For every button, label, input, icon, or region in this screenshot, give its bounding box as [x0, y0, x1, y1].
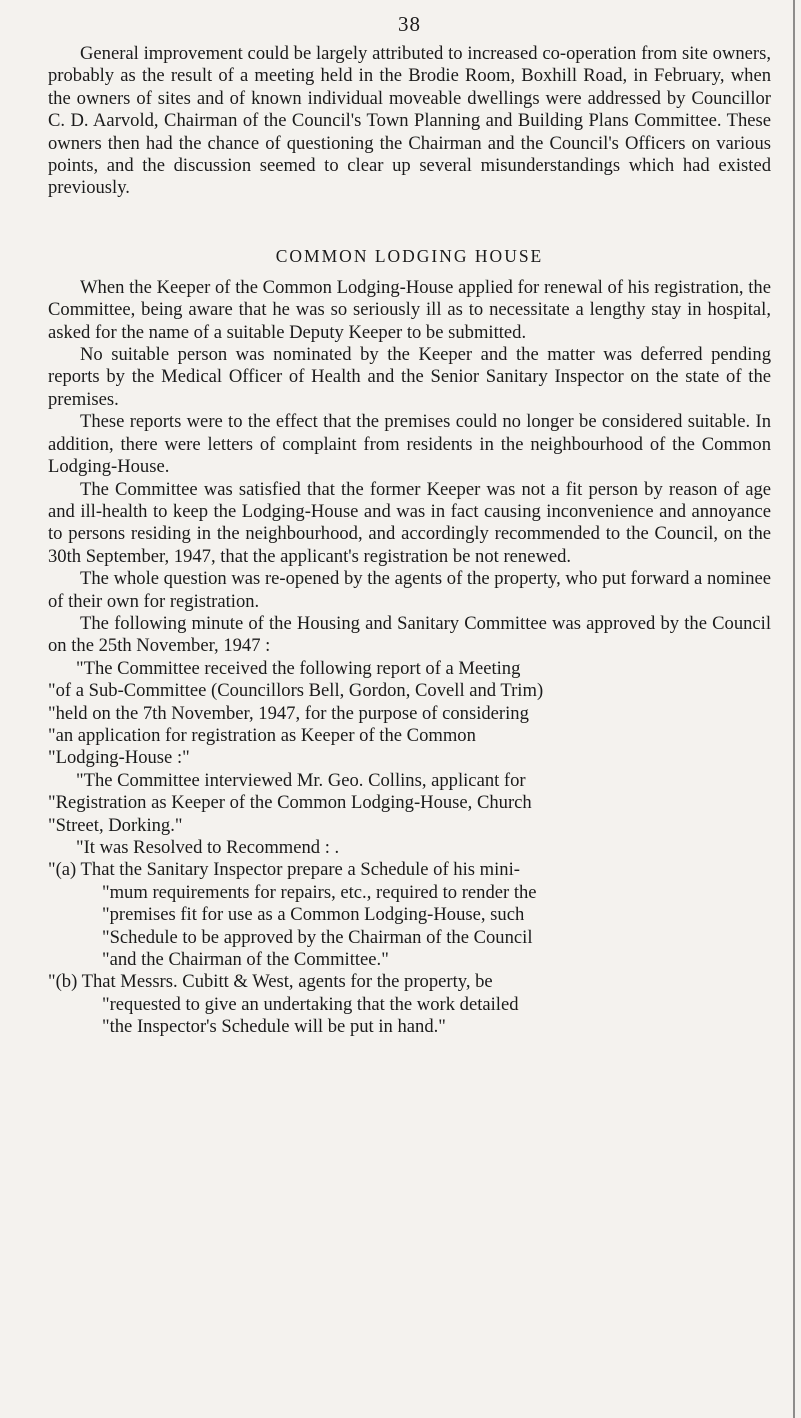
paragraph-keeper-renewal: When the Keeper of the Common Lodging-House applied for renewal of his registration, the Committee, being aware that he was so seriously ill as to necessitate a lengthy stay in hospital, asked for the name of a suitable Deputy Keeper to be submitted. — [48, 276, 771, 343]
minute-resolved: "It was Resolved to Recommend : . — [76, 837, 340, 858]
minute-line: "an application for registration as Keeper of the Common — [48, 724, 476, 746]
paragraph-reopened: The whole question was re-opened by the agents of the property, who put forward a nominee of their own for registration. — [48, 568, 771, 612]
paragraph-committee-satisfied: The Committee was satisfied that the former Keeper was not a fit person by reason of age and ill-health to keep the Lodging-House and was in fact causing inconvenience and annoyance to persons residing in the neighbourhood, and accordingly recommended to the Council, on the 30th September, 1947, that the applicant's registration be not renewed. — [48, 478, 771, 567]
minute-line: "Registration as Keeper of the Common Lodging-House, Church — [48, 792, 532, 814]
section-heading: COMMON LODGING HOUSE — [275, 245, 544, 266]
minute-line: "Lodging-House :" — [48, 747, 190, 769]
page-number: 38 — [398, 12, 421, 36]
minute-line: "of a Sub-Committee (Councillors Bell, Gordon, Covell and Trim) — [48, 680, 544, 702]
minute-item-b: "the Inspector's Schedule will be put in hand." — [102, 1016, 446, 1038]
minute-item-a: "Schedule to be approved by the Chairman of the Council — [102, 926, 533, 948]
minute-item-a: "and the Chairman of the Committee." — [102, 949, 389, 971]
minute-line: "held on the 7th November, 1947, for the purpose of considering — [48, 702, 529, 724]
minute-item-b: "requested to give an undertaking that the work detailed — [102, 993, 519, 1015]
minute-line: "Street, Dorking." — [48, 814, 183, 836]
intro-paragraph: General improvement could be largely attributed to increased co-operation from site owners, probably as the result of a meeting held in the Brodie Room, Boxhill Road, in February, when the owners of sites and of known individual moveable dwellings were addressed by Councillor C. D. Aarvold, Chairman of the Council's Town Planning and Building Plans Committee. These owners then had the chance of questioning the Chairman and the Council's Officers on various points, and the discussion seemed to clear up several misunderstandings which had existed previously. — [48, 43, 771, 199]
minute-item-a: "premises fit for use as a Common Lodging-House, such — [102, 904, 525, 926]
minute-item-b: "(b) That Messrs. Cubitt & West, agents for the property, be — [48, 971, 493, 993]
paragraph-reports: These reports were to the effect that the premises could no longer be considered suitable. In addition, there were letters of complaint from residents in the neighbourhood of the Common Lodging-House. — [48, 411, 771, 478]
paragraph-minute-intro: The following minute of the Housing and Sanitary Committee was approved by the Council on the 25th November, 1947 : — [48, 612, 771, 657]
paragraph-deferred: No suitable person was nominated by the Keeper and the matter was deferred pending reports by the Medical Officer of Health and the Senior Sanitary Inspector on the state of the premises. — [48, 344, 771, 410]
minute-item-a: "mum requirements for repairs, etc., required to render the — [102, 881, 537, 903]
page-edge-line — [793, 0, 795, 1418]
minute-line: "The Committee interviewed Mr. Geo. Collins, applicant for — [76, 769, 526, 791]
minute-line: "The Committee received the following report of a Meeting — [76, 657, 521, 679]
committee-minute — [48, 658, 771, 1039]
minute-item-a: "(a) That the Sanitary Inspector prepare a Schedule of his mini- — [48, 859, 520, 881]
